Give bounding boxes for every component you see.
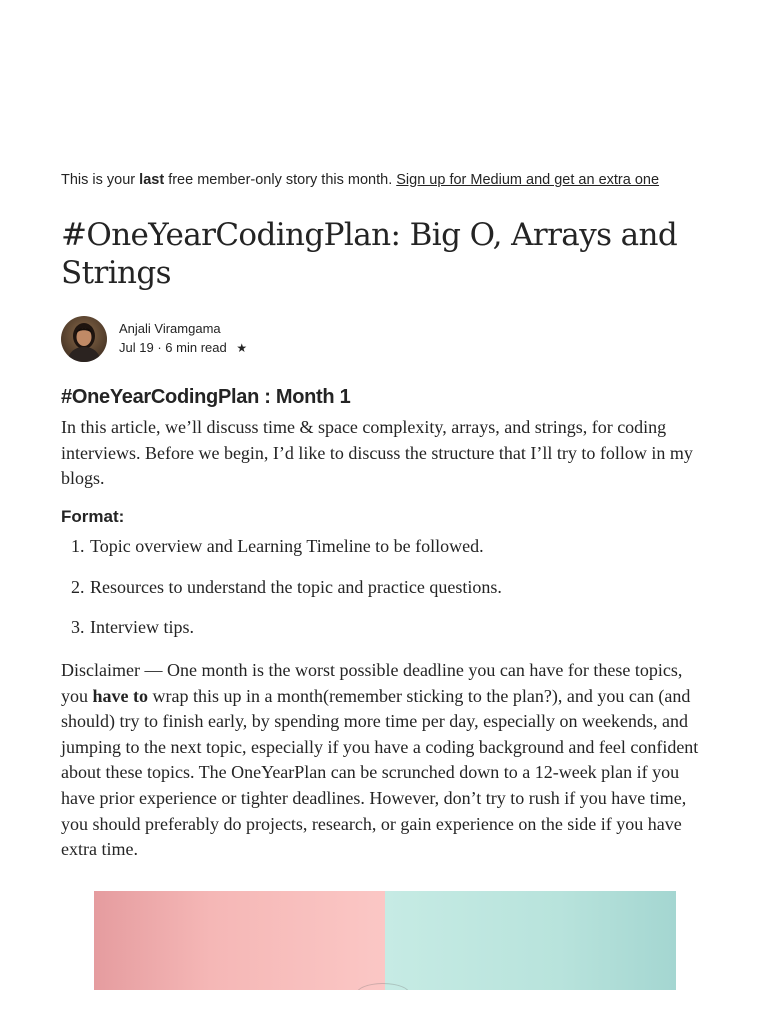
author-name[interactable]: Anjali Viramgama (119, 321, 221, 336)
hero-image (94, 891, 676, 990)
disclaimer-bold: have to (92, 685, 148, 706)
article-meta (119, 340, 247, 356)
format-heading: Format: (61, 507, 125, 526)
disclaimer-text-2: wrap this up in a month(remember sticking to the plan?), and you can (and should) try to finish early, by spending more time per day, especially on weekends, and jumping to the next topic, especially if you have a coding background and feel confident about these topics. The OneYearPlan can be scrunched down to a 12-week plan if you have prior experience or tighter deadlines. However, don’t try to rush if you have time, you should preferably do projects, research, or gain experience on the side if you have extra time. (61, 685, 699, 860)
list-item-number: 1. (71, 536, 85, 556)
author-block (61, 316, 361, 360)
hero-image-right-panel (385, 891, 676, 990)
signup-link[interactable]: Sign up for Medium and get an extra one (396, 172, 660, 188)
list-item-number: 3. (71, 617, 85, 637)
list-item-text: Interview tips. (90, 617, 194, 637)
list-item-text: Resources to understand the topic and practice questions. (90, 576, 502, 597)
notice-bold: last (139, 172, 165, 188)
publish-date: Jul 19 (119, 340, 154, 355)
member-star-icon: ★ (236, 341, 248, 355)
author-avatar[interactable] (61, 316, 107, 362)
list-item (61, 534, 707, 575)
article-title: #OneYearCodingPlan: Big O, Arrays and Strings (61, 217, 678, 291)
meta-separator: · (157, 340, 162, 355)
disclaimer-paragraph (61, 658, 707, 863)
notice-middle: free member-only story this month. (164, 172, 397, 188)
avatar-image (61, 316, 107, 362)
format-list (61, 534, 707, 656)
notice-prefix: This is your (61, 172, 140, 188)
intro-paragraph: In this article, we’ll discuss time & space complexity, arrays, and strings, for coding interviews. Before we begin, I’d like to discuss the structure that I’ll try to follow in my blogs. (61, 417, 693, 489)
member-story-notice (61, 170, 721, 190)
hero-image-left-panel (94, 891, 385, 990)
list-item-number: 2. (71, 576, 85, 597)
list-item-text: Topic overview and Learning Timeline to be followed. (90, 536, 484, 556)
read-time: 6 min read (165, 340, 227, 355)
list-item (61, 615, 707, 656)
list-item (61, 575, 707, 616)
article-subtitle: #OneYearCodingPlan : Month 1 (61, 386, 351, 408)
disclaimer-text-1: Disclaimer — One month is the worst possible deadline you can have for these topics, you (61, 660, 683, 706)
